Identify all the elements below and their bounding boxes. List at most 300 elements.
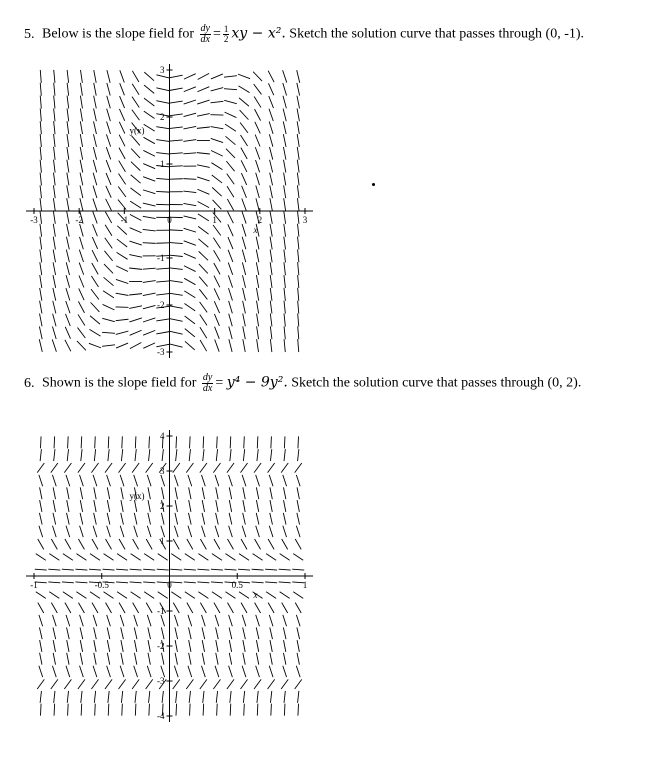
question-6-instruction: Sketch the solution curve that passes through (0, 2).: [291, 375, 582, 391]
plot-2-slope-segment: [256, 653, 258, 665]
plot-1-slope-segment: [256, 237, 259, 250]
plot-1-slope-segment: [229, 339, 232, 352]
plot-1-slope-segment: [67, 147, 69, 160]
plot-2-slope-segment: [65, 603, 71, 613]
plot-1-slope-segment: [200, 315, 207, 326]
plot-1-slope-segment: [228, 250, 233, 262]
plot-1-slope-segment: [66, 275, 70, 288]
plot-2-slope-segment: [122, 704, 123, 716]
plot-1-slope-segment: [80, 134, 82, 147]
plot-2-slope-segment: [51, 463, 58, 473]
plot-2-slope-segment: [80, 666, 84, 677]
plot-2-slope-segment: [107, 513, 110, 525]
plot-2-slope-segment: [202, 487, 204, 499]
plot-2-slope-segment: [48, 582, 60, 583]
plot-2-slope-segment: [67, 500, 69, 512]
plot-1-slope-segment: [129, 318, 141, 322]
plot-1-slope-segment: [120, 70, 124, 82]
plot-2-slope-segment: [175, 500, 177, 512]
plot-2-slope-segment: [243, 500, 245, 512]
plot-1-slope-segment: [284, 198, 286, 211]
plot-2-slope-segment: [48, 569, 60, 570]
plot-2-slope-segment: [161, 627, 164, 639]
plot-2-slope-segment: [94, 653, 96, 665]
plot-1-slope-segment: [143, 164, 155, 169]
plot-2-slope-segment: [188, 526, 192, 537]
plot-2-slope-segment: [81, 704, 82, 716]
plot-2-slope-segment: [256, 666, 260, 677]
plot-2-slope-segment: [67, 653, 69, 665]
plot-2-slope-segment: [161, 513, 164, 525]
plot-1-slope-segment: [199, 277, 207, 287]
plot-1-slope-segment: [93, 134, 96, 147]
plot-2-slope-segment: [256, 513, 259, 525]
plot-1-slope-segment: [284, 224, 286, 237]
plot-1-slope-segment: [143, 203, 156, 206]
plot-2-slope-segment: [68, 436, 69, 448]
plot-1-slope-segment: [53, 211, 55, 224]
plot-1-slope-segment: [53, 249, 55, 262]
plot-1-slope-segment: [257, 314, 259, 327]
plot-1-slope-segment: [284, 173, 286, 186]
plot-2-slope-segment: [197, 569, 209, 570]
plot-2-slope-segment: [90, 554, 100, 561]
plot-2-slope-segment: [53, 500, 55, 512]
plot-2-slope-segment: [216, 653, 218, 665]
plot-1-slope-segment: [254, 97, 261, 108]
plot-2-slope-segment: [265, 569, 277, 570]
plot-1-slope-segment: [243, 314, 246, 327]
plot-1-slope-segment: [54, 147, 56, 160]
plot-2-slope-segment: [120, 526, 124, 537]
plot-1-slope-segment: [129, 255, 142, 258]
plot-1-slope-segment: [107, 70, 110, 83]
plot-2-slope-segment: [203, 691, 204, 703]
plot-2-slope-segment: [93, 526, 97, 537]
plot-2-slope-segment: [229, 475, 233, 486]
plot-1-slope-segment: [116, 331, 129, 334]
plot-1-slope-segment: [54, 160, 56, 173]
plot-1-slope-segment: [40, 147, 41, 160]
plot-1-slope-segment: [213, 225, 221, 236]
plot-2-slope-segment: [229, 526, 233, 537]
plot-2-slope-segment: [229, 513, 232, 525]
plot-1-slope-segment: [67, 134, 69, 147]
plot-2-slope-segment: [52, 666, 56, 677]
plot-1-slope-segment: [144, 98, 154, 106]
plot-2-slope-segment: [297, 640, 299, 652]
plot-2-slope-segment: [134, 500, 136, 512]
plot-1-slope-segment: [143, 330, 155, 335]
plot-2-slope-segment: [256, 615, 260, 626]
plot-1-slope-segment: [239, 98, 249, 106]
plot-1-slope-segment: [156, 281, 169, 282]
plot-2-slope-segment: [229, 666, 233, 677]
plot-2-slope-segment: [117, 592, 127, 599]
plot-2-slope-segment: [265, 582, 277, 583]
plot-1-slope-segment: [214, 301, 219, 313]
question-6-number: 6.: [24, 375, 35, 391]
plot-2-slope-segment: [280, 554, 290, 561]
plot-1-slope-segment: [91, 276, 98, 287]
plot-2-slope-segment: [202, 653, 204, 665]
plot-2-slope-segment: [146, 603, 152, 613]
plot-1-slope-segment: [40, 121, 41, 134]
plot-1-slope-segment: [183, 179, 196, 180]
plot-1-slope-segment: [117, 226, 127, 235]
plot-2-slope-segment: [130, 582, 142, 583]
plot-1-slope-segment: [132, 84, 139, 95]
plot-2-slope-segment: [217, 704, 218, 716]
plot-1-slope-segment: [224, 89, 237, 90]
plot-1-slope-segment: [256, 186, 260, 199]
plot-1-slope-segment: [256, 160, 260, 172]
plot-1-x-tick-label: -3: [30, 215, 38, 225]
plot-1-slope-segment: [106, 173, 111, 185]
plot-2-slope-segment: [107, 526, 111, 537]
plot-1-slope-segment: [40, 237, 42, 250]
plot-2-slope-segment: [188, 627, 191, 639]
plot-1-slope-segment: [257, 301, 259, 314]
plot-2-slope-segment: [241, 539, 247, 549]
plot-2-slope-segment: [62, 582, 74, 583]
plot-2-slope-segment: [227, 539, 233, 549]
plot-2-slope-segment: [80, 615, 84, 626]
plot-1-slope-segment: [229, 301, 233, 313]
question-5-number: 5.: [24, 26, 35, 42]
plot-2-slope-segment: [213, 463, 220, 473]
plot-2-slope-segment: [95, 704, 96, 716]
plot-2-slope-segment: [189, 640, 191, 652]
plot-1-slope-segment: [79, 263, 83, 275]
plot-2-slope-segment: [91, 463, 98, 473]
plot-2-slope-segment: [293, 554, 303, 561]
plot-2-slope-segment: [53, 640, 55, 652]
plot-1-slope-segment: [78, 301, 84, 312]
plot-1-slope-segment: [106, 160, 111, 172]
plot-2-slope-segment: [162, 691, 163, 703]
plot-2-slope-segment: [215, 475, 219, 486]
plot-1-slope-segment: [119, 109, 124, 121]
plot-2-slope-segment: [120, 666, 124, 677]
plot-2-slope-segment: [175, 627, 178, 639]
plot-1-slope-segment: [256, 249, 259, 262]
plot-2-slope-segment: [38, 603, 44, 613]
plot-2-slope-segment: [81, 691, 82, 703]
plot-1-slope-segment: [284, 211, 286, 224]
plot-2-slope-segment: [121, 487, 123, 499]
plot-1-slope-segment: [256, 198, 259, 211]
plot-1-slope-segment: [119, 135, 125, 147]
plot-1-slope-segment: [130, 330, 142, 335]
plot-1-slope-segment: [225, 112, 237, 117]
plot-1-slope-segment: [53, 288, 56, 301]
plot-2-slope-segment: [229, 653, 231, 665]
plot-2-slope-segment: [268, 603, 274, 613]
plot-1-slope-segment: [227, 174, 234, 185]
plot-1-slope-segment: [119, 161, 126, 172]
plot-1-slope-segment: [224, 76, 237, 77]
plot-1-slope-segment: [298, 326, 299, 339]
plot-1-slope-segment: [185, 341, 195, 350]
plot-1-slope-segment: [270, 301, 272, 314]
plot-1-slope-segment: [184, 303, 195, 310]
plot-2-slope-segment: [189, 653, 191, 665]
plot-1-x-tick-label: 3: [302, 215, 308, 225]
plot-2-slope-segment: [185, 592, 195, 599]
plot-2-slope-segment: [243, 653, 245, 665]
plot-1-slope-segment: [53, 224, 55, 237]
plot-2-slope-segment: [108, 691, 109, 703]
plot-1-slope-segment: [91, 302, 100, 312]
plot-1-slope-segment: [215, 339, 219, 351]
plot-1-slope-segment: [298, 224, 299, 237]
plot-1-slope-segment: [227, 199, 233, 210]
plot-1-slope-segment: [144, 85, 154, 93]
plot-2-slope-segment: [40, 449, 41, 461]
plot-1-slope-segment: [170, 293, 183, 295]
plot-1-slope-segment: [214, 263, 220, 274]
plot-2-slope-segment: [173, 679, 180, 689]
plot-2-slope-segment: [75, 569, 87, 570]
plot-1-slope-segment: [270, 198, 272, 211]
plot-2-slope-segment: [162, 449, 163, 461]
plot-1-slope-segment: [79, 275, 84, 287]
plot-2-slope-segment: [80, 627, 83, 639]
plot-2-slope-segment: [132, 679, 139, 689]
plot-2-slope-segment: [201, 666, 205, 677]
plot-1-slope-segment: [197, 127, 210, 128]
plot-1-slope-segment: [107, 109, 111, 121]
plot-1-slope-segment: [53, 173, 55, 186]
plot-1-slope-segment: [156, 191, 169, 192]
plot-1-slope-segment: [53, 301, 56, 314]
plot-2-slope-segment: [67, 627, 70, 639]
plot-1-slope-segment: [80, 83, 82, 96]
plot-2-slope-segment: [78, 603, 84, 613]
plot-2-slope-segment: [175, 513, 178, 525]
plot-1-slope-segment: [297, 160, 299, 173]
plot-1-y-axis-label: y(x): [129, 125, 145, 136]
plot-1-slope-segment: [270, 314, 272, 327]
plot-1-slope-segment: [214, 276, 220, 288]
plot-1-slope-segment: [283, 134, 286, 147]
plot-2-slope-segment: [107, 653, 109, 665]
plot-1-slope-segment: [40, 301, 42, 314]
plot-2-slope-segment: [108, 436, 109, 448]
plot-1-x-tick-label: 0: [167, 215, 172, 225]
plot-2-slope-segment: [66, 615, 70, 626]
plot-2-slope-segment: [256, 640, 258, 652]
plot-1-slope-segment: [102, 332, 115, 333]
plot-1-slope-segment: [199, 251, 208, 260]
plot-1-slope-segment: [255, 134, 260, 146]
plot-2-slope-segment: [280, 592, 290, 599]
plot-1-slope-segment: [132, 71, 139, 82]
plot-1-slope-segment: [40, 275, 42, 288]
question-5-coefficient: $\frac{1}{2}$: [223, 24, 229, 44]
plot-2-slope-segment: [35, 569, 47, 570]
plot-1-slope-segment: [156, 178, 169, 179]
plot-2-slope-segment: [65, 539, 71, 549]
plot-1-slope-segment: [40, 314, 43, 327]
plot-2-slope-segment: [51, 679, 58, 689]
plot-2-slope-segment: [254, 463, 261, 473]
plot-1-slope-segment: [170, 243, 183, 244]
plot-1-slope-segment: [242, 224, 246, 236]
plot-1-y-tick-label: -1: [157, 253, 165, 263]
plot-2-slope-segment: [216, 627, 219, 639]
plot-1-slope-segment: [224, 100, 237, 103]
plot-2-slope-segment: [257, 704, 258, 716]
plot-2-slope-segment: [171, 592, 181, 599]
plot-2-slope-segment: [134, 526, 138, 537]
plot-1-slope-segment: [211, 163, 222, 170]
plot-1-slope-segment: [53, 185, 55, 198]
plot-1-slope-segment: [184, 241, 196, 246]
plot-2-slope-segment: [135, 691, 136, 703]
plot-1-x-tick-label: 2: [257, 215, 263, 225]
plot-2-slope-segment: [143, 569, 155, 570]
plot-2-slope-segment: [295, 679, 302, 689]
plot-1-slope-segment: [40, 108, 41, 121]
plot-2-slope-segment: [130, 569, 142, 570]
plot-2-slope-segment: [257, 691, 258, 703]
plot-2-slope-segment: [176, 704, 177, 716]
plot-1-slope-segment: [40, 134, 41, 147]
question-5-derivative: $\frac{dy}{dx}$: [200, 23, 210, 45]
plot-1-slope-segment: [54, 70, 55, 83]
plot-1-y-tick-label: 2: [160, 112, 165, 122]
plot-1-slope-segment: [183, 153, 196, 154]
plot-1-slope-segment: [269, 147, 272, 160]
plot-2-slope-segment: [224, 569, 236, 570]
plot-2-y-tick-label: -1: [157, 606, 165, 616]
plot-2-slope-segment: [256, 500, 258, 512]
plot-1-slope-segment: [269, 134, 273, 147]
plot-2-slope-segment: [173, 463, 180, 473]
plot-2-slope-segment: [94, 627, 97, 639]
plot-2-slope-segment: [256, 487, 258, 499]
plot-1-slope-segment: [53, 198, 55, 211]
plot-2-slope-segment: [121, 653, 123, 665]
plot-1-slope-segment: [297, 96, 300, 109]
plot-2-slope-segment: [107, 475, 111, 486]
plot-2-slope-segment: [147, 526, 151, 537]
plot-1-slope-segment: [80, 224, 84, 237]
plot-2-slope-segment: [270, 513, 273, 525]
plot-2-slope-segment: [216, 640, 218, 652]
plot-2-slope-segment: [269, 615, 273, 626]
plot-2-slope-segment: [240, 679, 247, 689]
plot-1-slope-segment: [104, 277, 114, 285]
plot-1-slope-segment: [242, 198, 246, 210]
plot-2-slope-segment: [146, 463, 153, 473]
plot-1-slope-segment: [93, 160, 96, 173]
plot-2-slope-segment: [216, 487, 218, 499]
plot-1-slope-segment: [130, 214, 141, 220]
plot-1-slope-segment: [130, 188, 140, 196]
plot-1-slope-segment: [242, 237, 246, 249]
plot-1-slope-segment: [298, 249, 299, 262]
plot-2-slope-segment: [76, 592, 86, 599]
plot-2-slope-segment: [146, 679, 153, 689]
plot-2-slope-segment: [284, 640, 286, 652]
plot-1-slope-segment: [185, 329, 195, 337]
plot-1-slope-segment: [199, 264, 208, 273]
plot-2-slope-segment: [189, 691, 190, 703]
plot-2-slope-segment: [283, 487, 285, 499]
plot-2-slope-segment: [271, 704, 272, 716]
plot-2-slope-segment: [80, 487, 82, 499]
plot-2-slope-segment: [298, 691, 299, 703]
plot-2-slope-segment: [225, 554, 235, 561]
plot-1-slope-segment: [53, 275, 56, 288]
plot-2-slope-segment: [215, 615, 219, 626]
plot-2-slope-segment: [202, 615, 206, 626]
plot-2-slope-segment: [53, 513, 56, 525]
plot-2-slope-segment: [39, 615, 43, 626]
plot-1-slope-segment: [242, 262, 245, 275]
plot-1-slope-segment: [270, 211, 272, 224]
plot-2-slope-segment: [94, 500, 96, 512]
plot-2-slope-segment: [39, 513, 42, 525]
plot-2-slope-segment: [184, 582, 196, 583]
plot-2-slope-segment: [298, 704, 299, 716]
plot-2-slope-segment: [121, 449, 122, 461]
plot-2-slope-segment: [269, 475, 273, 486]
plot-1-slope-segment: [228, 212, 234, 224]
plot-1-slope-segment: [298, 339, 299, 352]
plot-2-slope-segment: [202, 627, 205, 639]
plot-1-slope-segment: [170, 331, 183, 334]
plot-2-slope-segment: [190, 436, 191, 448]
plot-2-slope-segment: [188, 666, 192, 677]
plot-1-slope-segment: [143, 150, 155, 156]
plot-2-slope-segment: [134, 653, 136, 665]
plot-1-slope-segment: [119, 148, 125, 159]
plot-1-slope-segment: [213, 238, 220, 249]
plot-1-slope-segment: [78, 328, 86, 338]
plot-2-x-tick-label: 1: [302, 580, 308, 590]
plot-1-slope-segment: [215, 327, 220, 339]
plot-1-x-tick-label: -2: [75, 215, 83, 225]
plot-2-slope-segment: [213, 679, 220, 689]
plot-2-slope-segment: [214, 539, 220, 549]
plot-2-slope-segment: [81, 449, 82, 461]
plot-1-slope-segment: [77, 341, 86, 350]
plot-1-slope-segment: [238, 74, 250, 79]
plot-2-slope-segment: [39, 666, 43, 677]
plot-2-slope-segment: [121, 513, 124, 525]
plot-1-slope-segment: [80, 70, 82, 83]
plot-1-slope-segment: [156, 319, 169, 321]
plot-1-slope-segment: [183, 203, 196, 205]
plot-2-slope-segment: [198, 554, 208, 561]
plot-2-slope-segment: [270, 653, 272, 665]
plot-1-slope-segment: [105, 238, 112, 249]
plot-1-slope-segment: [102, 318, 115, 321]
plot-2-slope-segment: [284, 449, 285, 461]
plot-2-slope-segment: [270, 640, 272, 652]
plot-2-slope-segment: [37, 463, 44, 473]
plot-1-slope-segment: [67, 83, 69, 96]
plot-2-slope-segment: [53, 487, 55, 499]
plot-1-slope-segment: [131, 162, 140, 171]
plot-2-slope-segment: [203, 704, 204, 716]
plot-2-slope-segment: [107, 627, 110, 639]
plot-1-slope-segment: [198, 239, 208, 247]
